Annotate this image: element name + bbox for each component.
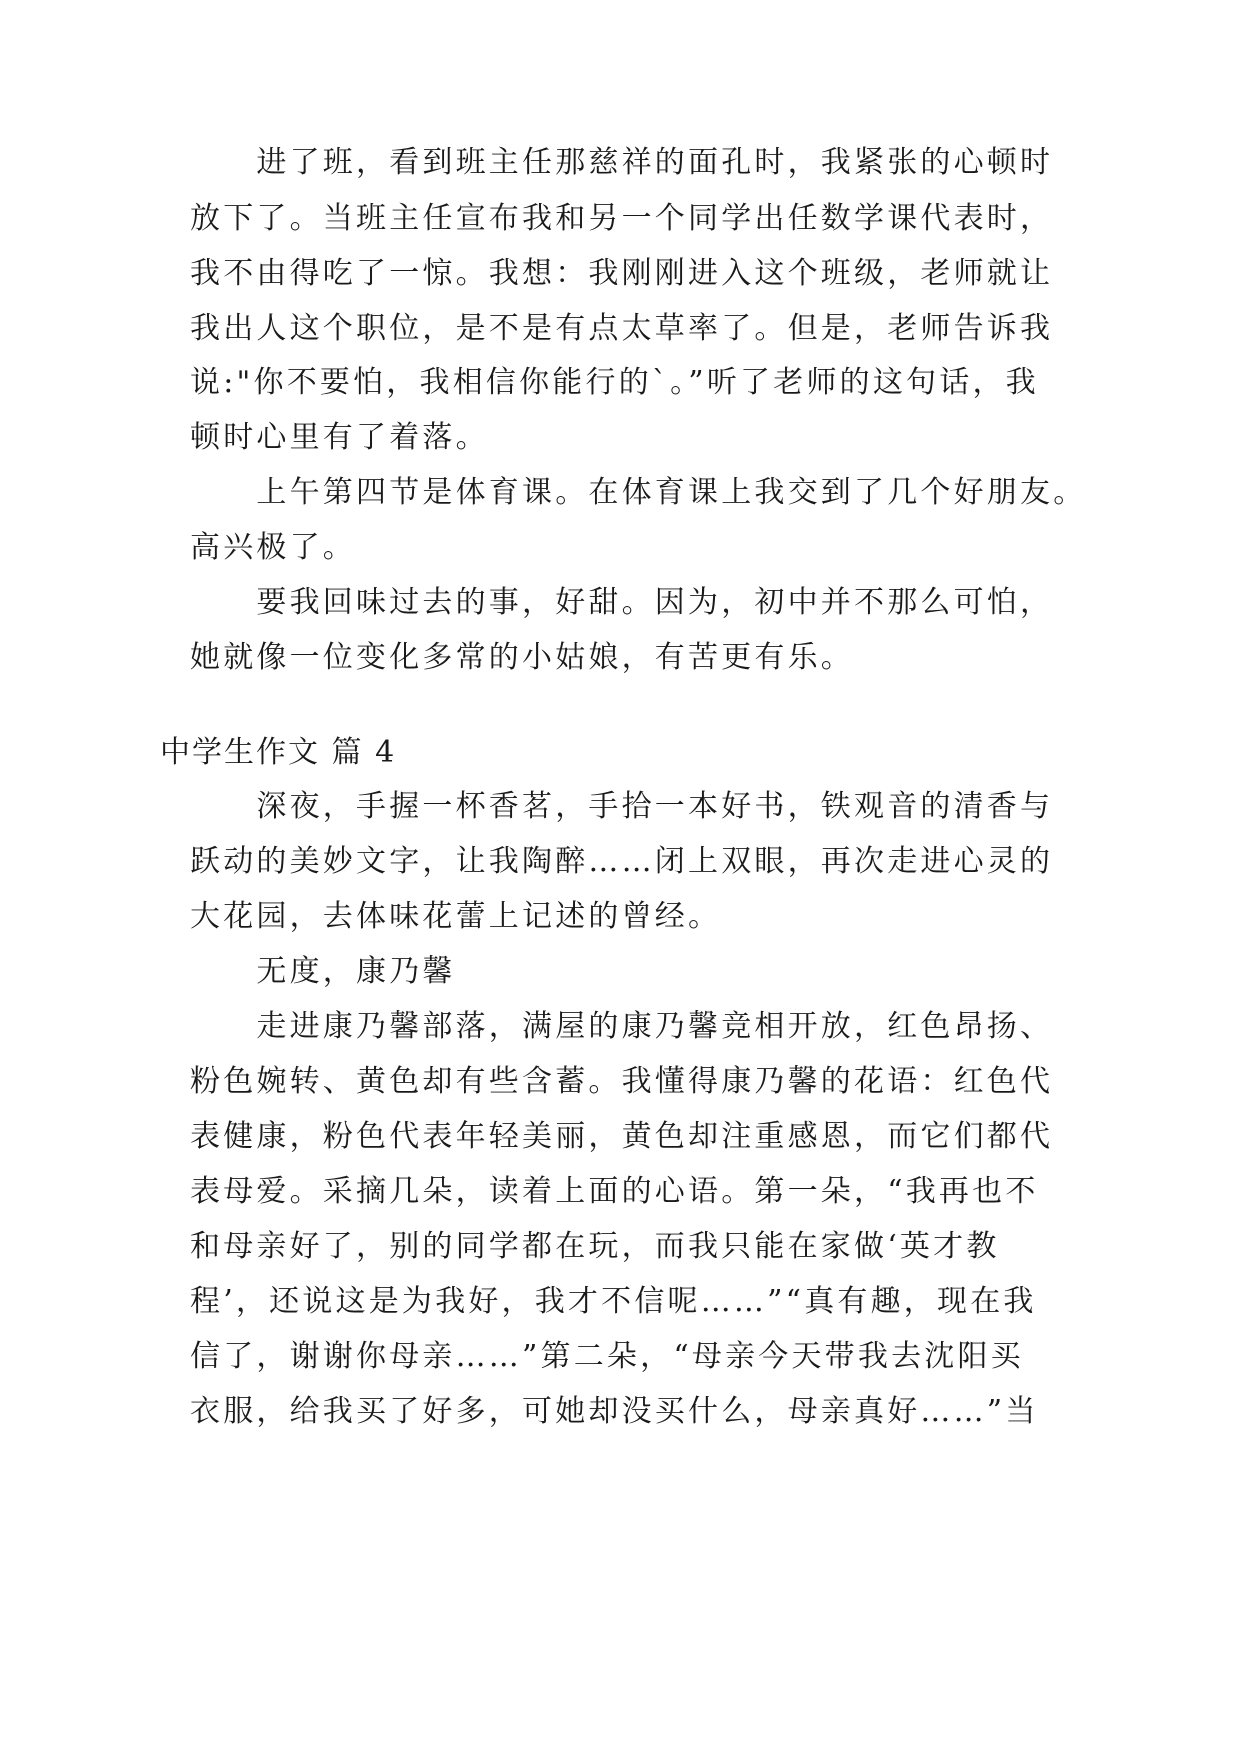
paragraph-line: 和母亲好了，别的同学都在玩，而我只能在家做‘英才教 [190, 1229, 1000, 1264]
paragraph-line: 要我回味过去的事，好甜。因为，初中并不那么可怕， [190, 585, 1054, 620]
section-heading: 中学生作文 篇 4 [160, 735, 397, 770]
paragraph-line: 上午第四节是体育课。在体育课上我交到了几个好朋友。 [190, 475, 1087, 510]
paragraph-line: 她就像一位变化多常的小姑娘，有苦更有乐。 [190, 640, 854, 675]
paragraph-line: 放下了。当班主任宣布我和另一个同学出任数学课代表时， [190, 201, 1054, 236]
paragraph-line: 顿时心里有了着落。 [190, 420, 489, 455]
paragraph-line: 我不由得吃了一惊。我想：我刚刚进入这个班级，老师就让 [190, 256, 1054, 291]
paragraph-line: 说:"你不要怕，我相信你能行的`。”听了老师的这句话，我 [190, 365, 1039, 400]
paragraph-line: 表健康，粉色代表年轻美丽，黄色却注重感恩，而它们都代 [190, 1119, 1054, 1154]
paragraph-line: 无度，康乃馨 [190, 954, 456, 989]
paragraph-line: 我出人这个职位，是不是有点太草率了。但是，老师告诉我 [190, 311, 1054, 346]
paragraph-line: 表母爱。采摘几朵，读着上面的心语。第一朵，“我再也不 [190, 1174, 1039, 1209]
paragraph-line: 跃动的美妙文字，让我陶醉……闭上双眼，再次走进心灵的 [190, 844, 1054, 879]
paragraph-line: 深夜，手握一杯香茗，手拾一本好书，铁观音的清香与 [190, 789, 1054, 824]
paragraph-line: 大花园，去体味花蕾上记述的曾经。 [190, 899, 722, 934]
paragraph-line: 高兴极了。 [190, 530, 356, 565]
paragraph-line: 粉色婉转、黄色却有些含蓄。我懂得康乃馨的花语：红色代 [190, 1064, 1054, 1099]
paragraph-line: 信了，谢谢你母亲……”第二朵，“母亲今天带我去沈阳买 [190, 1339, 1024, 1374]
paragraph-line: 衣服，给我买了好多，可她却没买什么，母亲真好……”当 [190, 1394, 1039, 1429]
paragraph-line: 进了班，看到班主任那慈祥的面孔时，我紧张的心顿时 [190, 145, 1054, 180]
paragraph-line: 程’，还说这是为我好，我才不信呢……”“真有趣，现在我 [190, 1284, 1037, 1319]
paragraph-line: 走进康乃馨部落，满屋的康乃馨竞相开放，红色昂扬、 [190, 1009, 1054, 1044]
